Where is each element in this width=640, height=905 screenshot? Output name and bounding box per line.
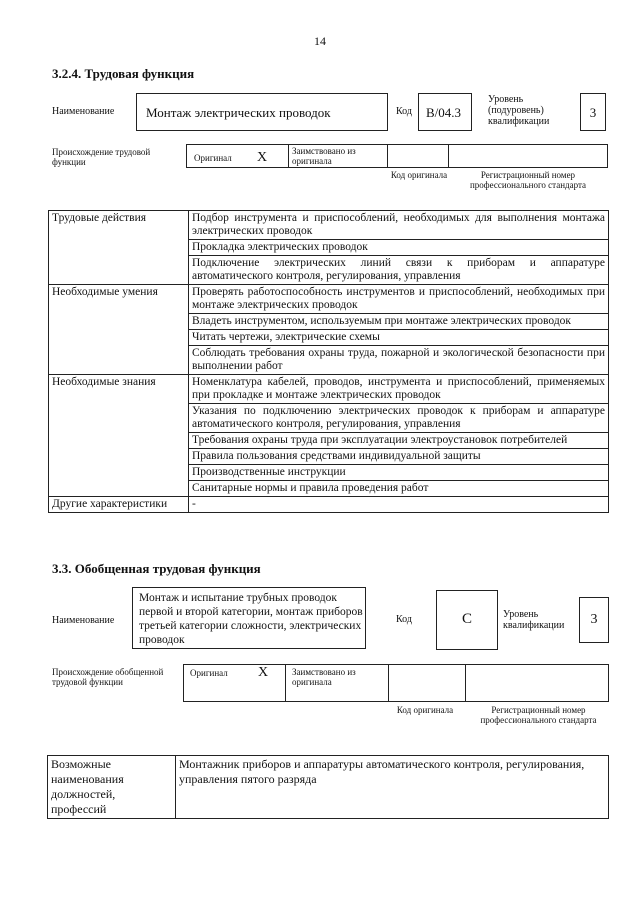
labor-action-item: Прокладка электрических проводок xyxy=(189,240,609,256)
original-cell xyxy=(186,144,288,168)
labor-action-item: Подбор инструмента и приспособлений, необходимых для выполнения монтажа электрических проводок xyxy=(189,211,609,240)
code-box xyxy=(418,93,472,131)
function-name-box xyxy=(136,93,388,131)
generalized-level-value: 3 xyxy=(590,612,598,627)
knowledge-item: Санитарные нормы и правила проведения работ xyxy=(189,481,609,497)
category-required-skills: Необходимые умения xyxy=(49,285,189,375)
generalized-code-original-caption: Код оригинала xyxy=(396,705,454,715)
knowledge-item: Номенклатура кабелей, проводов, инструмента и приспособлений, применяемых при прокладке и монтаже электрических проводок xyxy=(189,375,609,404)
generalized-name-value: Монтаж и испытание трубных проводок первой и второй категории, монтаж приборов третьей категории сложности, электрических проводок xyxy=(139,592,363,646)
generalized-code-value: C xyxy=(461,611,472,627)
skill-item: Соблюдать требования охраны труда, пожарной и экологической безопасности при выполнении работ xyxy=(189,346,609,375)
skill-item: Читать чертежи, электрические схемы xyxy=(189,330,609,346)
positions-table xyxy=(47,755,609,819)
original-label: Оригинал xyxy=(194,153,232,163)
generalized-name-box xyxy=(132,587,366,649)
knowledge-item: Производственные инструкции xyxy=(189,465,609,481)
category-required-knowledge: Необходимые знания xyxy=(49,375,189,497)
generalized-level-label: Уровень квалификации xyxy=(503,609,565,631)
generalized-original-mark: X xyxy=(258,665,269,680)
code-label: Код xyxy=(396,106,412,117)
other-characteristics-value: - xyxy=(189,497,609,513)
function-name-value: Монтаж электрических проводок xyxy=(146,105,331,120)
generalized-origin-row-box xyxy=(183,664,609,702)
name-label: Наименование xyxy=(52,106,115,117)
section-heading-324: 3.2.4. Трудовая функция xyxy=(52,66,195,81)
generalized-code-label: Код xyxy=(396,614,412,625)
generalized-name-label: Наименование xyxy=(52,615,115,626)
borrowed-label: Заимствовано из оригинала xyxy=(292,146,356,166)
generalized-code-box xyxy=(436,590,498,650)
knowledge-item: Правила пользования средствами индивидуальной защиты xyxy=(189,449,609,465)
section-heading-33: 3.3. Обобщенная трудовая функция xyxy=(52,561,261,576)
reg-number-caption: Регистрационный номер профессионального стандарта xyxy=(469,170,587,190)
labor-action-item: Подключение электрических линий связи к приборам и аппаратуре автоматического контроля, регулирования, управления xyxy=(189,256,609,285)
level-value: 3 xyxy=(589,105,597,120)
positions-label: Возможные наименования должностей, профессий xyxy=(48,756,176,819)
generalized-borrowed-label: Заимствовано из оригинала xyxy=(292,667,356,687)
origin-label: Происхождение трудовой функции xyxy=(52,147,151,167)
generalized-origin-label: Происхождение обобщенной трудовой функции xyxy=(52,667,164,687)
level-label: Уровень (подуровень) квалификации xyxy=(488,94,550,127)
category-labor-actions: Трудовые действия xyxy=(49,211,189,285)
generalized-level-box xyxy=(579,597,609,643)
generalized-original-label: Оригинал xyxy=(190,668,228,678)
code-value: B/04.3 xyxy=(426,105,462,120)
knowledge-item: Требования охраны труда при эксплуатации электроустановок потребителей xyxy=(189,433,609,449)
category-other-characteristics: Другие характеристики xyxy=(49,497,189,513)
skill-item: Проверять работоспособность инструментов и приспособлений, необходимых при монтаже электрических проводок xyxy=(189,285,609,314)
generalized-reg-number-caption: Регистрационный номер профессионального стандарта xyxy=(480,705,597,725)
code-original-caption: Код оригинала xyxy=(390,170,448,180)
original-mark: X xyxy=(257,150,268,165)
skill-item: Владеть инструментом, используемым при монтаже электрических проводок xyxy=(189,314,609,330)
level-box xyxy=(580,93,606,131)
page-number: 14 xyxy=(314,34,326,48)
knowledge-item: Указания по подключению электрических проводок к приборам и аппаратуре автоматического контроля, регулирования, управления xyxy=(189,404,609,433)
function-table xyxy=(48,210,609,513)
positions-value: Монтажник приборов и аппаратуры автоматического контроля, регулирования, управления пятого разряда xyxy=(176,756,609,819)
